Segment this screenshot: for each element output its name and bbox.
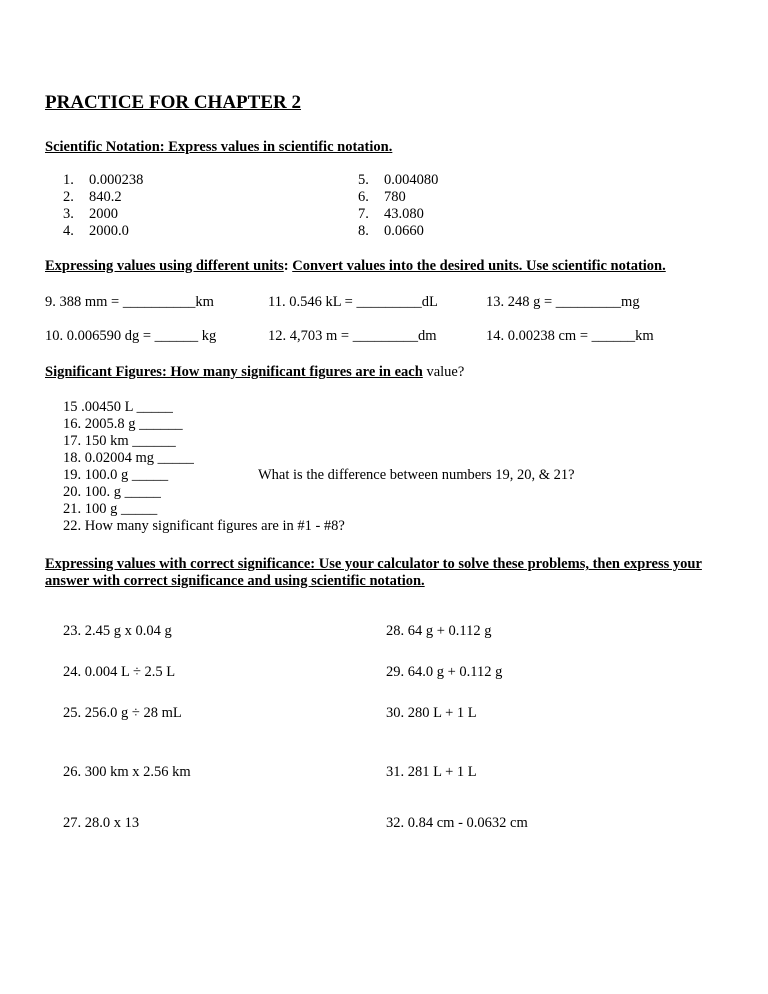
list-item: 5. 0.004080 — [358, 172, 439, 188]
list-item: 6. 780 — [358, 189, 406, 205]
units-item: 9. 388 mm = __________km — [45, 294, 214, 310]
calc-problem: 28. 64 g + 0.112 g — [386, 623, 492, 639]
list-item: 20. 100. g _____ — [63, 484, 161, 500]
calc-problem: 25. 256.0 g ÷ 28 mL — [63, 705, 182, 721]
list-item: 3. 2000 — [63, 206, 118, 222]
calc-problem: 32. 0.84 cm - 0.0632 cm — [386, 815, 528, 831]
units-item: 13. 248 g = _________mg — [486, 294, 640, 310]
calc-problem: 27. 28.0 x 13 — [63, 815, 140, 831]
units-item: 12. 4,703 m = _________dm — [268, 328, 437, 344]
calc-heading-line2: answer with correct significance and using scientific notation. — [45, 573, 425, 589]
calc-problem: 31. 281 L + 1 L — [386, 764, 477, 780]
units-item: 14. 0.00238 cm = ______km — [486, 328, 654, 344]
list-item: 15 .00450 L _____ — [63, 399, 173, 415]
list-item: 2. 840.2 — [63, 189, 122, 205]
difference-question: What is the difference between numbers 19, 20, & 21? — [258, 467, 575, 483]
units-heading: Expressing values using different units: Convert values into the desired units. Use scientific notation. — [45, 258, 666, 274]
calc-heading-line1: Expressing values with correct significance: Use your calculator to solve these problems, then express your — [45, 556, 702, 572]
list-item: 21. 100 g _____ — [63, 501, 158, 517]
list-item: 16. 2005.8 g ______ — [63, 416, 183, 432]
units-item: 11. 0.546 kL = _________dL — [268, 294, 438, 310]
sigfigs-heading: Significant Figures: How many significant figures are in each value? — [45, 364, 465, 380]
page-title: PRACTICE FOR CHAPTER 2 — [45, 92, 301, 113]
list-item: 18. 0.02004 mg _____ — [63, 450, 194, 466]
list-item: 8. 0.0660 — [358, 223, 424, 239]
calc-problem: 23. 2.45 g x 0.04 g — [63, 623, 172, 639]
calc-problem: 24. 0.004 L ÷ 2.5 L — [63, 664, 176, 680]
list-item: 19. 100.0 g _____ — [63, 467, 169, 483]
calc-problem: 26. 300 km x 2.56 km — [63, 764, 191, 780]
scientific-notation-heading: Scientific Notation: Express values in scientific notation. — [45, 139, 393, 155]
calc-problem: 30. 280 L + 1 L — [386, 705, 477, 721]
calc-problem: 29. 64.0 g + 0.112 g — [386, 664, 503, 680]
list-item: 7. 43.080 — [358, 206, 424, 222]
list-item: 1. 0.000238 — [63, 172, 144, 188]
list-item: 17. 150 km ______ — [63, 433, 176, 449]
list-item: 22. How many significant figures are in #1 - #8? — [63, 518, 345, 534]
list-item: 4. 2000.0 — [63, 223, 129, 239]
units-item: 10. 0.006590 dg = ______ kg — [45, 328, 217, 344]
